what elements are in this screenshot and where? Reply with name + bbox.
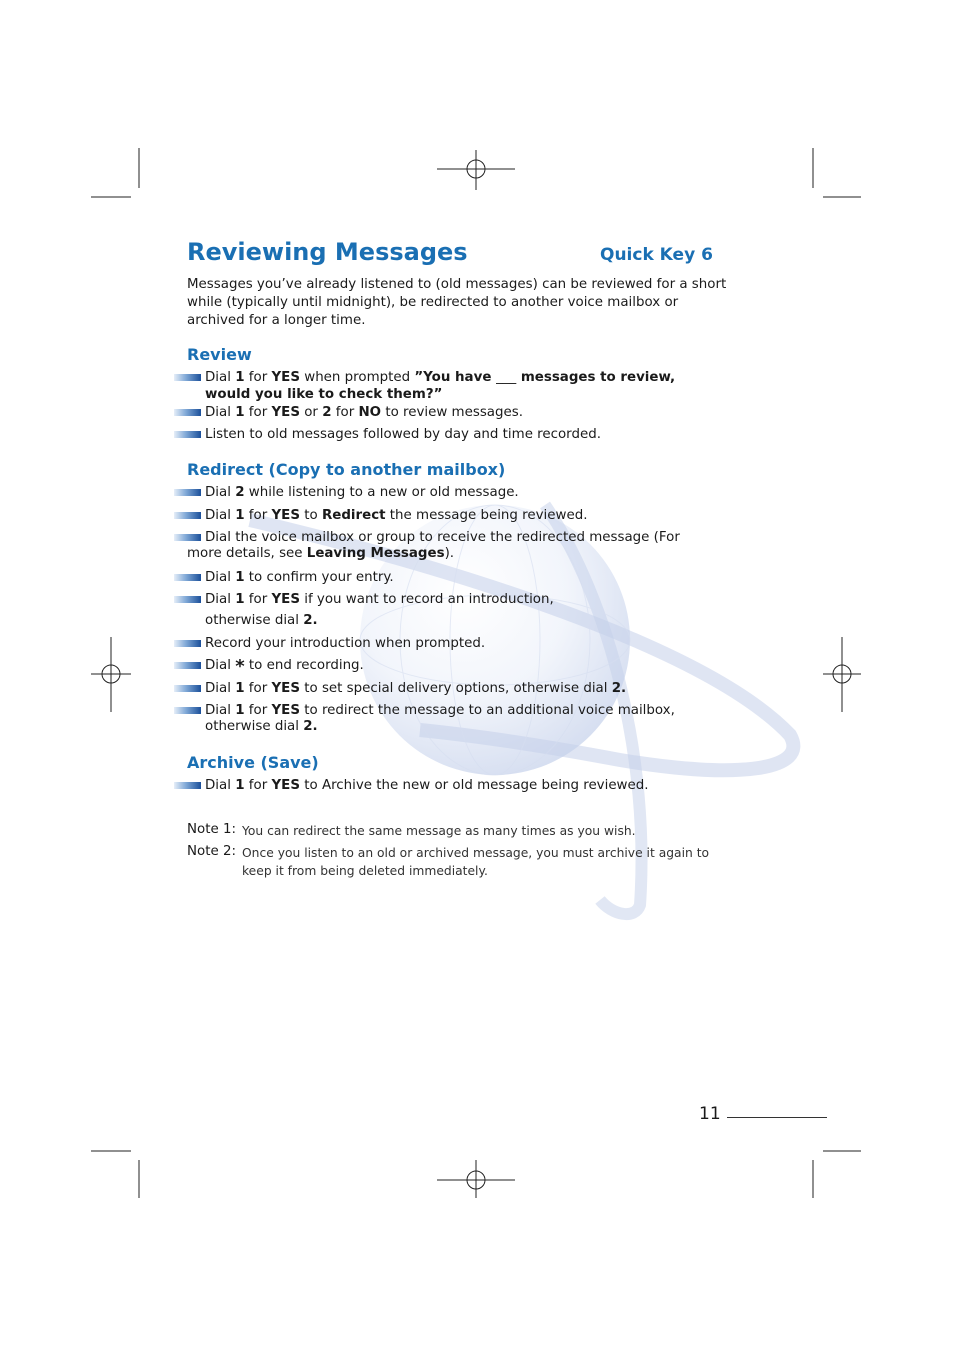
list-item-continuation: would you like to check them?” [205,387,443,402]
note-text: You can redirect the same message as many times as you wish. [242,824,636,838]
bullet-icon [174,685,201,692]
note-label: Note 2: [187,844,236,859]
bullet-icon [174,374,201,381]
page-title: Reviewing Messages [187,238,468,266]
bullet-icon [174,640,201,647]
page-number: 11 [699,1104,721,1124]
bullet-icon [174,489,201,496]
bullet-icon [174,431,201,438]
list-item-continuation: otherwise dial 2. [205,613,318,628]
bullet-icon [174,596,201,603]
bullet-icon [174,662,201,669]
page-content: Reviewing Messages Quick Key 6 Messages you’ve already listened to (old messages) can be reviewed for a short while (typically until midnight), be redirected to another voice mailbox or archived for a longer time. Review Dial 1 for YES when prompted ”You have ___ messages to review, would you like to check them?” Dial 1 for YES or 2 for NO to review messages. Listen to old messages followed by day and time recorded. Redirect (Copy to another mailbox) Dial 2 while listening to a new or old message. Dial 1 for YES to Redirect the message being reviewed. Dial the voice mailbox or group to receive the redirected message (For more details, see Leaving Messages). Dial 1 to confirm your entry. Dial 1 for YES if you want to record an introduction, otherwise dial 2. Record your introduction when prompted. Dial * to end recording. Dial 1 for YES to set special delivery options, otherwise dial 2. Dial 1 for YES to redirect the message to an additional voice mailbox, otherwise dial 2. Archive (Save) Dial 1 for YES to Archive the new or old message being reviewed. Note 1: You can redirect the same message as many times as you wish. Note 2: Once you listen to an old or archived message, you must archive it again to keep it from being deleted immediately. 11 [0,0,954,1351]
bullet-icon [174,782,201,789]
review-heading: Review [187,345,252,364]
star-key-icon: * [235,656,245,677]
bullet-icon [174,534,201,541]
page-number-rule [727,1117,827,1118]
bullet-icon [174,409,201,416]
archive-heading: Archive (Save) [187,753,319,772]
bullet-icon [174,574,201,581]
redirect-heading: Redirect (Copy to another mailbox) [187,460,506,479]
list-item-continuation: more details, see Leaving Messages). [187,546,455,561]
intro-paragraph: Messages you’ve already listened to (old messages) can be reviewed for a short while (typically until midnight), be redirected to another voice mailbox or archived for a longer time. [187,277,727,328]
quick-key-label: Quick Key 6 [600,245,713,265]
list-item-continuation: otherwise dial 2. [205,719,318,734]
note-text: Once you listen to an old or archived message, you must archive it again to keep it from being deleted immediately. [242,846,710,878]
note-label: Note 1: [187,822,236,837]
bullet-icon [174,512,201,519]
bullet-icon [174,707,201,714]
